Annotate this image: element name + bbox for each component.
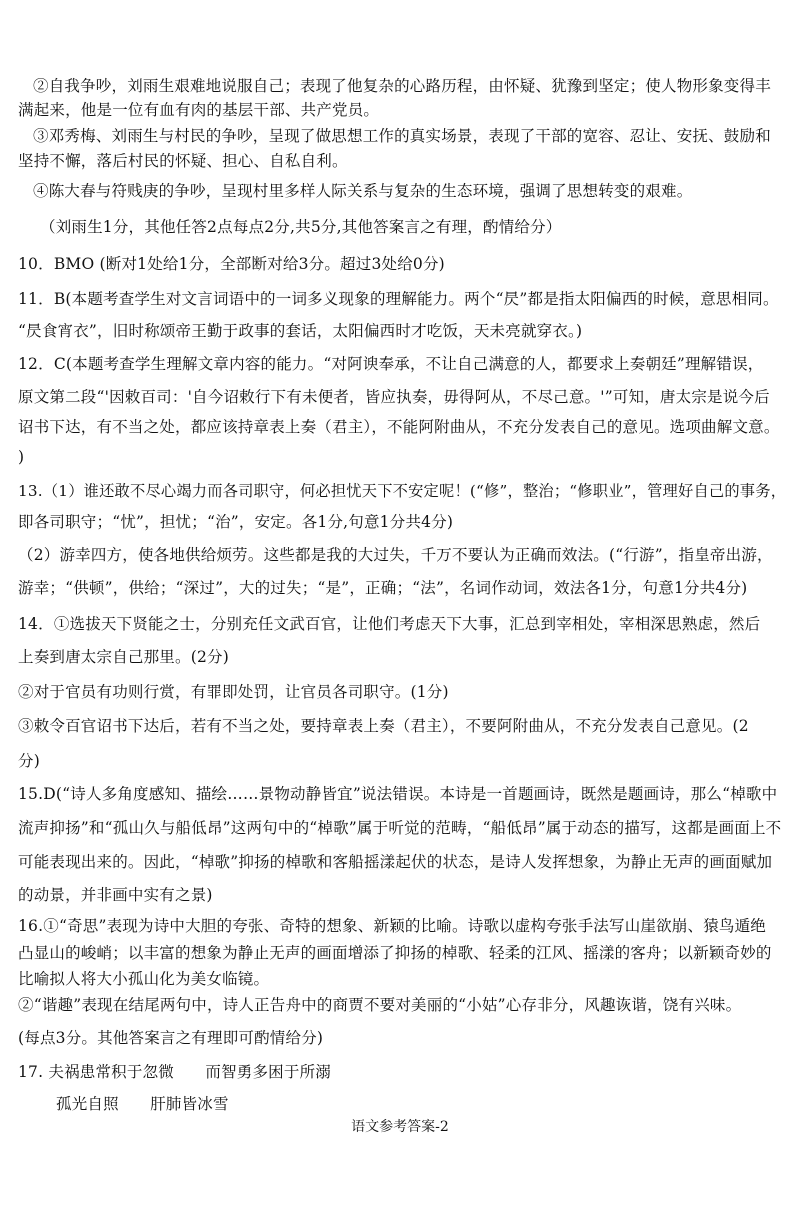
answer-line-q17-line2: 孤光自照 肝肺皆冰雪 [56,1095,229,1113]
answer-line-q12: 12．C(本题考查学生理解文章内容的能力。“对阿谀奉承，不让自己满意的人，都要求上奏朝廷”理解错误， [18,355,764,373]
answer-line-q9-point3: ③邓秀梅、刘雨生与村民的争吵，呈现了做思想工作的真实场景，表现了干部的宽容、忍让、安抚、鼓励和 [33,127,771,145]
answer-line-q14-point3: ③敕令百官诏书下达后，若有不当之处，要持章表上奏（君主），不要阿附曲从，不充分发表自己意见。(2 [18,717,749,735]
answer-line-q9-scoring: （刘雨生1分，其他任答2点每点2分,共5分,其他答案言之有理，酌情给分） [40,218,562,236]
answer-line-q10: 10．BMO (断对1处给1分，全部断对给3分。超过3处给0分) [18,255,445,273]
answer-line-q15-cont2: 可能表现出来的。因此，“棹歌”抑扬的棹歌和客船摇漾起伏的状态，是诗人发挥想象，为静止无声的画面赋加 [18,853,773,871]
page-footer: 语文参考答案-2 [351,1119,449,1135]
answer-line-q16-point2: ②“谐趣”表现在结尾两句中，诗人正告舟中的商贾不要对美丽的“小姑”心存非分，风趣诙谐，饶有兴味。 [18,996,742,1014]
answer-line-q9-point2-cont: 满起来，他是一位有血有肉的基层干部、共产党员。 [18,101,380,119]
answer-line-q13-part1: 13.（1）谁还敢不尽心竭力而各司职守，何必担忧天下不安定呢！(“修”，整治；“修职业”，管理好自己的事务， [18,482,787,500]
answer-line-q12-cont1: 原文第二段“'因敕百司：'自今诏敕行下有未便者，皆应执奏，毋得阿从，不尽己意。'”可知，唐太宗是说今后 [18,388,770,406]
answer-line-q11: 11．B(本题考查学生对文言词语中的一词多义现象的理解能力。两个“昃”都是指太阳偏西的时候，意思相同。 [18,290,779,308]
answer-line-q13-part1-cont: 即各司职守；“忧”，担忧；“治”，安定。各1分,句意1分共4分) [18,513,454,531]
answer-line-q17-line1: 17. 夫祸患常积于忽微 而智勇多困于所溺 [18,1063,331,1081]
answer-line-q16-point1-cont1: 凸显山的峻峭；以丰富的想象为静止无声的画面增添了抑扬的棹歌、轻柔的江风、摇漾的客舟；以新颖奇妙的 [18,944,772,962]
answer-line-q11-cont: “昃食宵衣”，旧时称颂帝王勤于政事的套话，太阳偏西时才吃饭，天未亮就穿衣。) [18,322,583,340]
answer-line-q9-point4: ④陈大春与符贱庚的争吵，呈现村里多样人际关系与复杂的生态环境，强调了思想转变的艰难。 [33,182,693,200]
answer-line-q14-point1: 14．①选拔天下贤能之士，分别充任文武百官，让他们考虑天下大事，汇总到宰相处，宰相深思熟虑，然后 [18,615,761,633]
answer-line-q15-cont3: 的动景，并非画中实有之景) [18,886,213,904]
answer-line-q15: 15.D(“诗人多角度感知、描绘……景物动静皆宜”说法错误。本诗是一首题画诗，既然是题画诗，那么“棹歌中 [18,785,778,803]
answer-line-q13-part2-cont: 游幸；“供顿”，供给；“深过”，大的过失；“是”，正确；“法”，名词作动词，效法各1分，句意1分共4分) [18,579,748,597]
answer-line-q14-point3-cont: 分) [18,752,40,770]
answer-line-q12-cont2: 诏书下达，有不当之处，都应该持章表上奏（君主），不能阿附曲从，不充分发表自己的意见。选项曲解文意。 [18,418,780,436]
answer-line-q15-cont1: 流声抑扬”和“孤山久与船低昂”这两句中的“棹歌”属于听觉的范畴，“船低昂”属于动态的描写，这都是画面上不 [18,819,782,837]
answer-line-q16-point1: 16.①“奇思”表现为诗中大胆的夸张、奇特的想象、新颖的比喻。诗歌以虚构夸张手法写山崖欲崩、猿鸟遁绝 [18,917,767,935]
answer-line-q16-point1-cont2: 比喻拟人将大小孤山化为美女临镜。 [18,970,270,988]
answer-line-q9-point3-cont: 坚持不懈，落后村民的怀疑、担心、自私自利。 [18,152,348,170]
answer-line-q12-cont3: ) [18,448,25,466]
answer-line-q9-point2: ②自我争吵，刘雨生艰难地说服自己；表现了他复杂的心路历程，由怀疑、犹豫到坚定；使人物形象变得丰 [33,77,771,95]
answer-line-q14-point2: ②对于官员有功则行赏，有罪即处罚，让官员各司职守。(1分) [18,683,449,701]
answer-line-q13-part2: （2）游幸四方，使各地供给烦劳。这些都是我的大过失，千万不要认为正确而效法。(“行游”，指皇帝出游， [18,546,773,564]
answer-line-q14-point1-cont: 上奏到唐太宗自己那里。(2分) [18,648,229,666]
answer-line-q16-scoring: (每点3分。其他答案言之有理即可酌情给分) [18,1029,324,1047]
